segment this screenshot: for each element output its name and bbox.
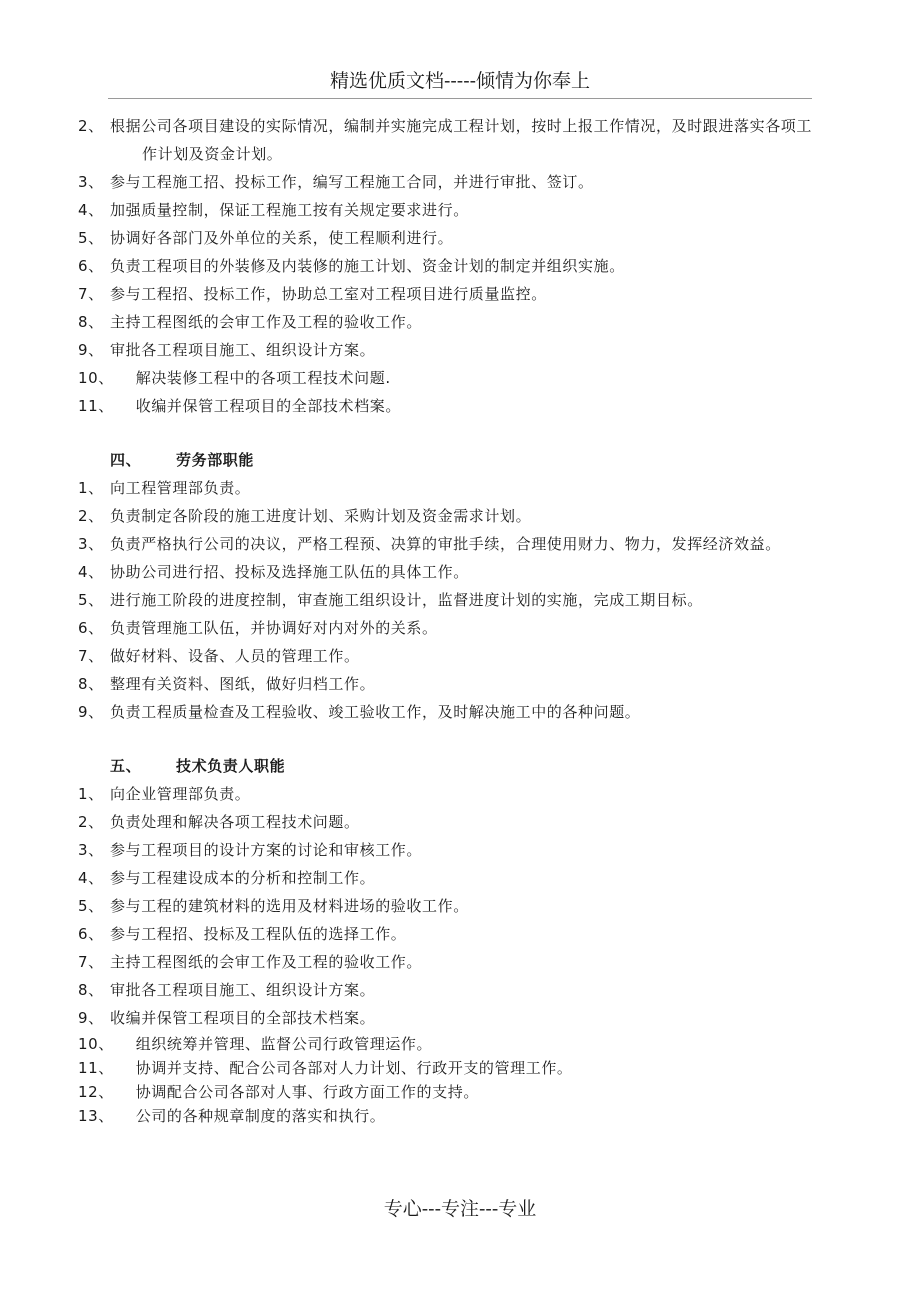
section-gap — [110, 420, 812, 446]
section-gap — [110, 726, 812, 752]
list-item: 9、负责工程质量检查及工程验收、竣工验收工作，及时解决施工中的各种问题。 — [78, 703, 641, 721]
list-item-text: 参与工程的建筑材料的选用及材料进场的验收工作。 — [110, 897, 469, 915]
list-item-text: 协调配合公司各部对人事、行政方面工作的支持。 — [135, 1083, 479, 1101]
list-item-text: 收编并保管工程项目的全部技术档案。 — [110, 1009, 376, 1027]
list-item-text: 负责工程项目的外装修及内装修的施工计划、资金计划的制定并组织实施。 — [110, 257, 625, 275]
list-item-text: 向企业管理部负责。 — [110, 785, 251, 803]
list-item-text: 审批各工程项目施工、组织设计方案。 — [110, 341, 376, 359]
list-item — [78, 364, 812, 392]
section5-title: 技术负责人职能 — [176, 757, 286, 775]
list-item-text: 参与工程招、投标及工程队伍的选择工作。 — [110, 925, 407, 943]
list-item: 5、进行施工阶段的进度控制，审查施工组织设计，监督进度计划的实施，完成工期目标。 — [78, 591, 703, 609]
list-item-text: 解决装修工程中的各项工程技术问题. — [135, 369, 391, 387]
section5-heading — [110, 752, 812, 780]
list-item-number: 12、 — [78, 1083, 114, 1101]
list-item — [78, 1056, 812, 1080]
list-item: 8、整理有关资料、图纸，做好归档工作。 — [78, 675, 376, 693]
list-item-text: 负责管理施工队伍，并协调好对内对外的关系。 — [110, 619, 438, 637]
document-body — [78, 112, 813, 1128]
list-item: 6、参与工程招、投标及工程队伍的选择工作。 — [78, 925, 407, 943]
list-item — [78, 392, 812, 420]
list-item — [78, 1080, 812, 1104]
list-item-text: 协调好各部门及外单位的关系，使工程顺利进行。 — [110, 229, 454, 247]
list-item: 2、负责制定各阶段的施工进度计划、采购计划及资金需求计划。 — [78, 507, 532, 525]
list-item-number: 11、 — [78, 1059, 114, 1077]
list-item-number: 11、 — [78, 397, 114, 415]
page-header: 精选优质文档-----倾情为你奉上 — [329, 70, 591, 92]
list-item: 9、收编并保管工程项目的全部技术档案。 — [78, 1009, 376, 1027]
list-item: 7、做好材料、设备、人员的管理工作。 — [78, 647, 360, 665]
list-item: 7、 参与工程招、投标工作，协助总工室对工程项目进行质量监控。 — [78, 285, 547, 303]
list-item: 6、负责管理施工队伍，并协调好对内对外的关系。 — [78, 619, 438, 637]
list-item-text: 审批各工程项目施工、组织设计方案。 — [110, 981, 376, 999]
list-item-text: 参与工程施工招、投标工作，编写工程施工合同，并进行审批、签订。 — [110, 173, 594, 191]
section5-list — [78, 780, 812, 1128]
list-item-number: 10、 — [78, 369, 114, 387]
list-item-number: 10、 — [78, 1035, 114, 1053]
list-item — [78, 1032, 812, 1056]
header-divider — [108, 98, 812, 99]
list-item: 2、根据公司各项目建设的实际情况，编制并实施完成工程计划，按时上报工作情况，及时跟进落实各项工作计划及资金计划。 — [78, 117, 813, 163]
section5-number: 五、 — [110, 757, 142, 775]
list-item: 9、 审批各工程项目施工、组织设计方案。 — [78, 341, 376, 359]
list-item: 8、审批各工程项目施工、组织设计方案。 — [78, 981, 376, 999]
list-item-text: 收编并保管工程项目的全部技术档案。 — [135, 397, 401, 415]
list-item-text: 公司的各种规章制度的落实和执行。 — [135, 1107, 386, 1125]
section4-heading — [110, 446, 812, 474]
list-item-text: 参与工程招、投标工作，协助总工室对工程项目进行质量监控。 — [110, 285, 547, 303]
list-item: 4、协助公司进行招、投标及选择施工队伍的具体工作。 — [78, 563, 469, 581]
list-item-number: 13、 — [78, 1107, 114, 1125]
section4-list — [78, 474, 812, 726]
list-item-text: 进行施工阶段的进度控制，审查施工组织设计，监督进度计划的实施，完成工期目标。 — [110, 591, 703, 609]
list-item: 2、负责处理和解决各项工程技术问题。 — [78, 813, 360, 831]
list-item: 3、负责严格执行公司的决议，严格工程预、决算的审批手续，合理使用财力、物力，发挥经济效益。 — [78, 535, 781, 553]
list-item: 4、加强质量控制，保证工程施工按有关规定要求进行。 — [78, 201, 469, 219]
section3-list — [78, 112, 813, 420]
page-footer: 专心---专注---专业 — [383, 1198, 537, 1220]
list-item-text: 协调并支持、配合公司各部对人力计划、行政开支的管理工作。 — [135, 1059, 573, 1077]
list-item-text: 主持工程图纸的会审工作及工程的验收工作。 — [110, 953, 423, 971]
list-item: 7、主持工程图纸的会审工作及工程的验收工作。 — [78, 953, 423, 971]
list-item-text: 做好材料、设备、人员的管理工作。 — [110, 647, 360, 665]
list-item: 5、参与工程的建筑材料的选用及材料进场的验收工作。 — [78, 897, 469, 915]
section4-title: 劳务部职能 — [176, 451, 255, 469]
list-item: 3、参与工程施工招、投标工作，编写工程施工合同，并进行审批、签订。 — [78, 173, 594, 191]
list-item: 3、参与工程项目的设计方案的讨论和审核工作。 — [78, 841, 423, 859]
list-item: 8、 主持工程图纸的会审工作及工程的验收工作。 — [78, 313, 423, 331]
list-item-text: 加强质量控制，保证工程施工按有关规定要求进行。 — [110, 201, 469, 219]
list-item: 5、 协调好各部门及外单位的关系，使工程顺利进行。 — [78, 229, 454, 247]
list-item: 1、向企业管理部负责。 — [78, 785, 251, 803]
list-item-text: 参与工程建设成本的分析和控制工作。 — [110, 869, 376, 887]
list-item: 4、参与工程建设成本的分析和控制工作。 — [78, 869, 376, 887]
list-item-text: 协助公司进行招、投标及选择施工队伍的具体工作。 — [110, 563, 469, 581]
list-item: 6、 负责工程项目的外装修及内装修的施工计划、资金计划的制定并组织实施。 — [78, 257, 625, 275]
list-item-text: 负责制定各阶段的施工进度计划、采购计划及资金需求计划。 — [110, 507, 532, 525]
section4-number: 四、 — [110, 451, 142, 469]
list-item-text: 参与工程项目的设计方案的讨论和审核工作。 — [110, 841, 423, 859]
list-item-text: 负责严格执行公司的决议，严格工程预、决算的审批手续，合理使用财力、物力，发挥经济效益。 — [110, 535, 781, 553]
list-item-text: 负责工程质量检查及工程验收、竣工验收工作，及时解决施工中的各种问题。 — [110, 703, 641, 721]
list-item — [78, 1104, 812, 1128]
list-item-text: 组织统筹并管理、监督公司行政管理运作。 — [135, 1035, 433, 1053]
list-item: 1、向工程管理部负责。 — [78, 479, 251, 497]
list-item-text: 负责处理和解决各项工程技术问题。 — [110, 813, 360, 831]
list-item-text: 整理有关资料、图纸，做好归档工作。 — [110, 675, 376, 693]
list-item-text: 根据公司各项目建设的实际情况，编制并实施完成工程计划，按时上报工作情况，及时跟进落实各项工作计划及资金计划。 — [110, 117, 813, 163]
list-item-text: 主持工程图纸的会审工作及工程的验收工作。 — [110, 313, 423, 331]
list-item-text: 向工程管理部负责。 — [110, 479, 251, 497]
